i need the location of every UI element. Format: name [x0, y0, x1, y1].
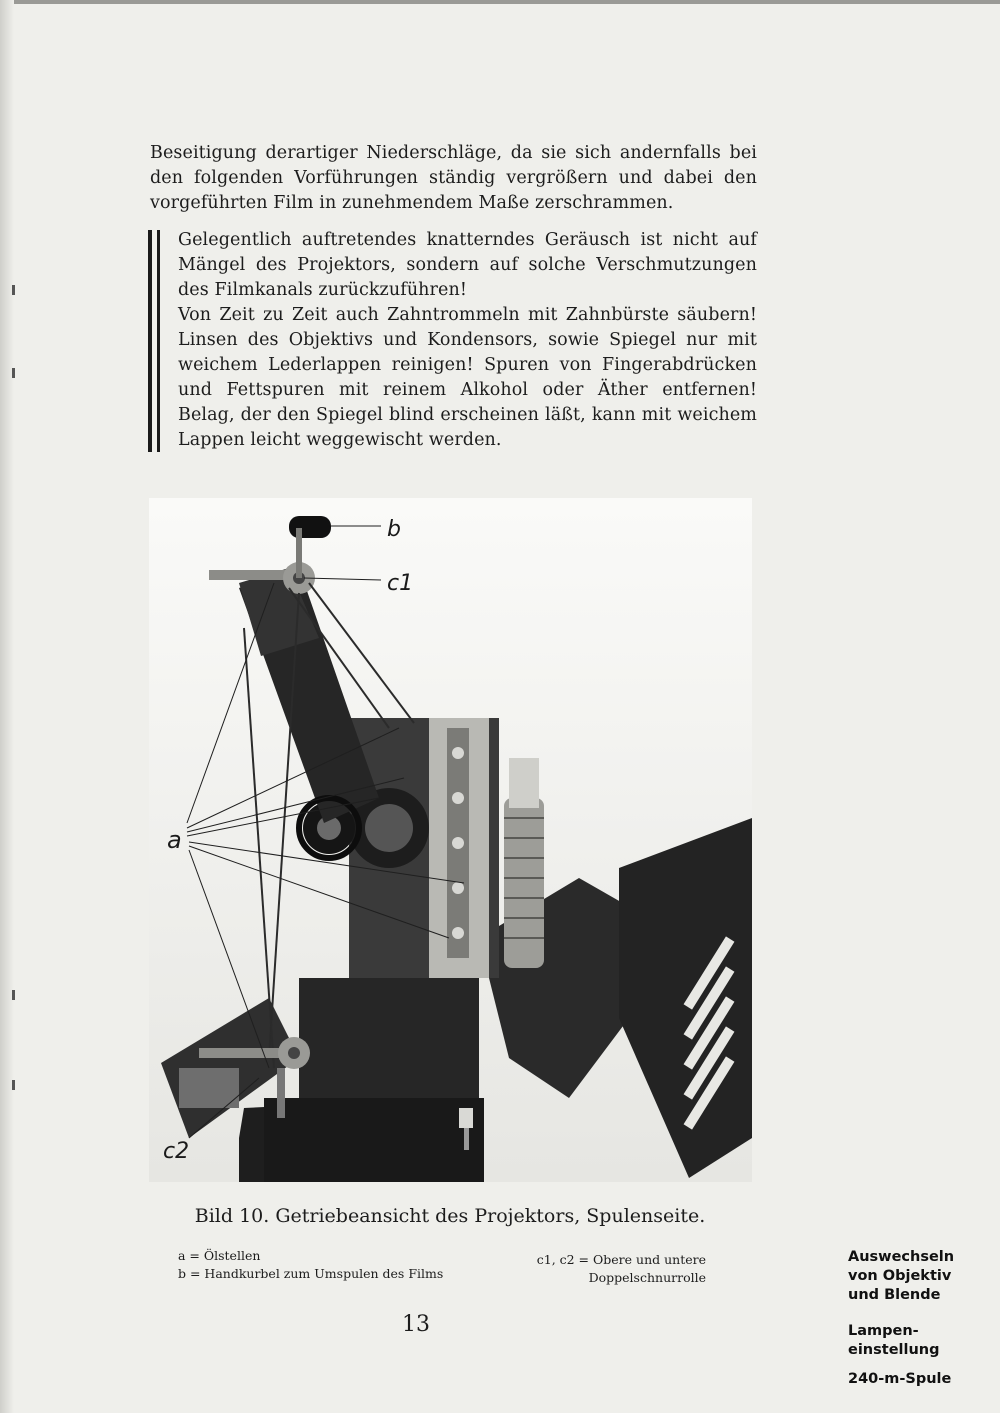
margin-mark	[12, 285, 15, 295]
text-line: Beseitigung derartiger Niederschläge, da sie sich andernfalls bei	[150, 143, 757, 163]
sidebar-line: Lampen-	[848, 1323, 919, 1339]
sidebar-topic-objective	[848, 1248, 954, 1305]
text-line: den folgenden Vorführungen ständig vergrößern und dabei den	[150, 168, 757, 188]
figure-label-a: a	[167, 826, 182, 854]
projector-illustration	[149, 498, 752, 1182]
legend-entry-c-line1	[520, 1251, 706, 1269]
figure-label-c1: c1	[387, 571, 414, 596]
legend-entry-b: b = Handkurbel zum Umspulen des Films	[178, 1266, 444, 1281]
paragraph-cleaning-intro	[150, 141, 757, 216]
text-line: Von Zeit zu Zeit auch Zahntrommeln mit Zahnbürste säubern!	[178, 305, 757, 325]
page-binding-shadow	[0, 0, 14, 1413]
legend-value-c: Obere und untere	[593, 1252, 706, 1267]
text-line: weichem Lederlappen reinigen! Spuren von Fingerabdrücken	[178, 355, 757, 375]
margin-mark	[12, 990, 15, 1000]
margin-mark	[12, 1080, 15, 1090]
text-line: Lappen leicht weggewischt werden.	[178, 430, 502, 450]
legend-entry-c-line2: Doppelschnurrolle	[588, 1270, 706, 1285]
emphasis-bar	[148, 230, 152, 452]
legend-key-c: c1, c2 =	[536, 1252, 590, 1267]
text-line: Belag, der den Spiegel blind erscheinen läßt, kann mit weichem	[178, 405, 757, 425]
text-line: Mängel des Projektors, sondern auf solche Verschmutzungen	[178, 255, 757, 275]
figure-label-b: b	[387, 517, 401, 542]
text-line: Linsen des Objektivs und Kondensors, sowie Spiegel nur mit	[178, 330, 757, 350]
legend-left	[178, 1247, 443, 1283]
sidebar-line: einstellung	[848, 1342, 940, 1358]
sidebar-line: und Blende	[848, 1287, 941, 1303]
margin-mark	[12, 368, 15, 378]
legend-right	[520, 1251, 706, 1287]
legend-entry-a: a = Ölstellen	[178, 1248, 261, 1263]
paragraph-cleaning-instructions	[178, 228, 757, 453]
sidebar-topic-reel	[848, 1370, 951, 1389]
figure-label-c2: c2	[163, 1139, 190, 1164]
sidebar-line: 240-m-Spule	[848, 1371, 952, 1387]
emphasis-bar	[157, 230, 160, 452]
sidebar-line: von Objektiv	[848, 1268, 952, 1284]
text-line: und Fettspuren mit reinem Alkohol oder Äther entfernen!	[178, 380, 757, 400]
text-line: des Filmkanals zurückzuführen!	[178, 280, 467, 300]
page-number: 13	[402, 1312, 430, 1337]
sidebar-line: Auswechseln	[848, 1249, 955, 1265]
text-line: Gelegentlich auftretendes knatterndes Geräusch ist nicht auf	[178, 230, 757, 250]
page-top-edge	[0, 0, 1000, 4]
sidebar-topic-lamp	[848, 1322, 940, 1360]
figure-caption: Bild 10. Getriebeansicht des Projektors, Spulenseite.	[194, 1205, 706, 1227]
text-line: vorgeführten Film in zunehmendem Maße zerschrammen.	[150, 193, 674, 213]
projector-photo	[149, 498, 752, 1182]
